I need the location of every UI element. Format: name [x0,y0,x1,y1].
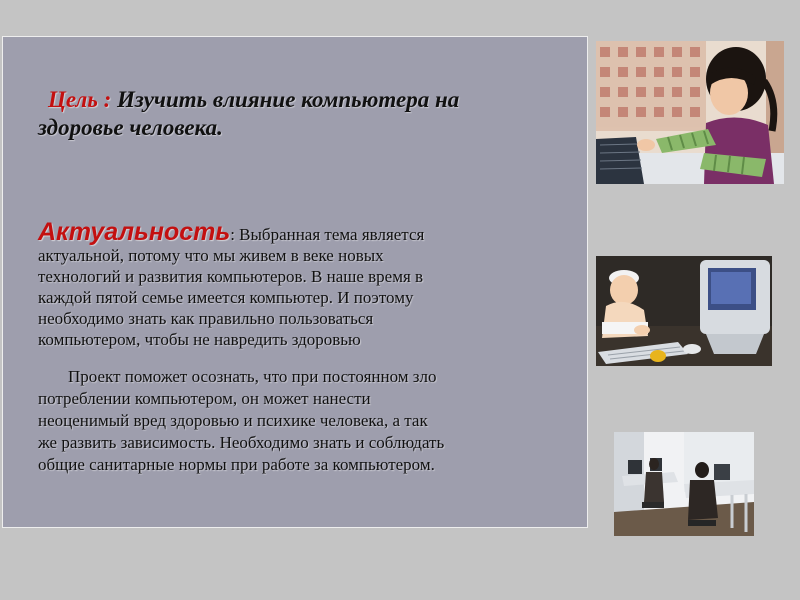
relevance-line: каждой пятой семье имеется компьютер. И поэтому [38,288,414,307]
goal-label: Цель : [48,87,112,112]
project-paragraph [38,366,586,476]
relevance-paragraph [38,218,578,350]
goal-text-part2: здоровье человека. [38,115,223,140]
relevance-line: необходимо знать как правильно пользоваться [38,309,374,328]
baby-with-computer-photo [596,256,772,366]
relevance-line: компьютером, чтобы не навредить здоровью [38,330,361,349]
project-line: потреблении компьютером, он может нанести [38,389,371,408]
relevance-heading: Актуальность [38,218,231,246]
computer-classroom-photo [614,432,754,536]
goal-text-part1: Изучить влияние компьютера на [111,87,460,112]
relevance-line: технологий и развития компьютеров. В наше время в [38,267,424,286]
relevance-line: : Выбранная тема является [230,225,425,244]
project-line: Проект поможет осознать, что при постоянном зло [68,367,437,386]
project-line: общие санитарные нормы при работе за компьютером. [38,455,435,474]
goal-statement [38,86,578,142]
project-line: неоценимый вред здоровью и психике человека, а так [38,411,428,430]
relevance-line: актуальной, потому что мы живем в веке новых [38,246,384,265]
girl-at-keyboard-photo [596,41,784,184]
project-line: же развить зависимость. Необходимо знать и соблюдать [38,433,445,452]
